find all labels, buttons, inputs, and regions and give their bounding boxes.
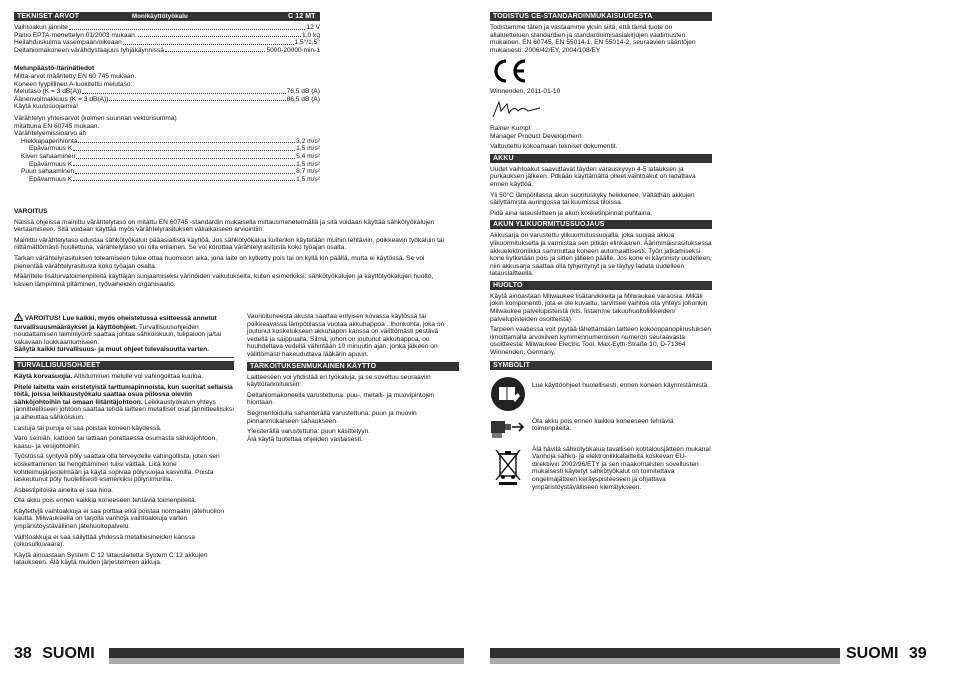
safety-para-text: Lastuja tai puruja ei saa poistaa koneen käydessä. xyxy=(14,424,162,432)
safety-bold-1: VAROITUS! Lue kaikki, myös oheistetussa esitteessä annetut turvallisuusmääräykset ja käyttöohjeet. xyxy=(14,315,217,331)
dot-leader xyxy=(165,51,266,52)
safety-para-text: Ota akku pois ennen kaikkia koneeseen tehtäviä toimenpiteitä. xyxy=(14,497,197,505)
symbol-row-2 xyxy=(490,446,712,492)
ce-header: TODISTUS CE-STANDARDINMUKAISUUDESTA xyxy=(490,12,712,21)
tech-spec-label: Heilahduskulma vasempaan/oikeaan xyxy=(14,39,122,47)
safety-warning-box xyxy=(14,313,234,358)
service-header: HUOLTO xyxy=(490,281,712,290)
use-para-0: Laitteeseen voi yhdistää eri työkaluja, ja se soveltuu seuraaviin käyttötarkoituksiin: xyxy=(247,373,431,389)
left-footer-gray xyxy=(109,658,464,664)
right-page-number xyxy=(846,645,927,663)
safety-para-text: Käytä ainoastaan System C 12 latauslaitetta System C 12 akkujen lataukseen. Älä käytä muiden järjestelmien akkuja. xyxy=(14,551,208,567)
safety-para xyxy=(14,384,234,422)
vibration-row xyxy=(14,138,320,146)
safety-para-text: Varo seiniän, kattoon tai lattiaan porattaessa osumasta sähköjohtoon, kaasu- ja vesijohtoihin. xyxy=(14,435,217,450)
remove-battery-icon xyxy=(490,418,526,440)
dot-leader xyxy=(73,180,295,181)
ce-text: Todistamme täten ja vastaamme yksin siitä, että tämä tuote on allaluetteluen standardien ja standardoimisasiakirjojen vaatimusten mukainen. EN 60745, EN 55014-1, EN 55014-2, seuraavien sääntöjen mukaisesti: 2006/42/EY, 2004/108/EY xyxy=(490,24,696,54)
noise-line-1: Koneen tyypillinen A-luokitettu melutaso: xyxy=(14,80,133,88)
vibration-label: Puun sahaaminen xyxy=(21,168,75,176)
noise-label: Äänenvoimakkuus (K = 3 dB(A)) xyxy=(14,95,109,103)
vibration-label: Kiven sahaaminen xyxy=(21,152,76,160)
safety-para-text: Leikkaustyökalun yhteys jännitteelliseen johtoon saattaa tehdä laitteen metalliset osat jännitteellisiksi ja aiheuttaa sähköiskun. xyxy=(14,398,234,421)
vibration-label: Epävarmuus K xyxy=(29,175,73,183)
tech-specs xyxy=(14,24,320,183)
tech-spec-value: 5000-20000 min-1 xyxy=(266,46,320,54)
dot-leader xyxy=(78,142,295,143)
vibration-value: 8,7 m/s² xyxy=(296,168,320,176)
warning-triangle-icon xyxy=(14,313,23,324)
right-footer-gray xyxy=(490,658,840,664)
vibration-label: Hiekkapaperihionta xyxy=(21,137,78,145)
intended-use-header: TARKOITUKSENMUKAINEN KÄYTTÖ xyxy=(247,362,459,371)
noise-row xyxy=(14,88,320,96)
vib-line-1: mitattuna EN 60745 mukaan. xyxy=(14,122,100,130)
akku-header: AKKU xyxy=(490,154,712,163)
warning-title: VAROITUS xyxy=(14,208,48,215)
warning-para-1: Mainittu värähtelytaso edustaa sähkötyökalun pääasiallista käyttöä. Jos sähkötyökalua kuitenkin käytetään muihin tehtäviin, poikkeavin työkaluin tai riittämättömästi huollettuna, värähtelytaso voi olla erilainen. Se voi korottaa värähtelyrasitusta koko työajan osalta. xyxy=(14,236,444,252)
vibration-row xyxy=(14,161,320,169)
right-page-language: SUOMI xyxy=(846,645,899,662)
safety-column xyxy=(14,313,234,570)
safety-para xyxy=(14,534,234,549)
tech-specs-title: TEKNISET ARVOT xyxy=(17,13,80,20)
use-para-2: Segmentoidulla sahanterällä varustettuna: puun ja muovin pinnanmukaiseen sahaukseen. xyxy=(247,409,417,425)
safety-para xyxy=(14,552,234,567)
safety-para xyxy=(14,425,234,433)
vibration-value: 1,5 m/s² xyxy=(296,160,320,168)
ce-mark-icon xyxy=(490,58,712,86)
dot-leader xyxy=(82,93,285,94)
safety-para-text: Vaihtoakkuja ei saa säilyttää yhdessä metalliesineiden kanssa (oikosulkuvaara). xyxy=(14,533,195,549)
middle-column xyxy=(247,313,459,446)
tech-spec-row xyxy=(14,47,320,55)
safety-para-text: Käytettyjä vaihtoakkuja ei saa polttaa eikä poistaa normaalin jätehuollon kautta. Milwaukeella on tarjolla vanhoja vaihtoakkuja varten ympäristöystävällinen jätehuoltopalvelu. xyxy=(14,507,225,531)
signer-name: Rainer Kumpf xyxy=(490,124,531,132)
ear-protection-note: Käytä kuulosuojaimia! xyxy=(14,103,79,111)
safety-para-bold: Pitele laitetta vain eristetyistä tarttumapinnoista, kun suoritat sellaisia töitä, joissa leikkaustyökalu saattaa osua piilossa oleviin sähköjohtoihin tai omaan liitäntäjohtoon. xyxy=(14,383,233,406)
warning-para-3: Määrittele lisäturvatoimenpiteitä käyttäjän suojaamiseksi värinöiden vaikutukselta, kuten esimerkiksi: sähkötyökalujen ja käyttötyökalujen huolto, käsien lämpiminä pitäminen, työvaiheiden organisaatio. xyxy=(14,273,434,288)
vibration-value: 3,2 m/s² xyxy=(296,137,320,145)
signer-authorization: Valtuutettu kokoamaan tekniset dokumentit. xyxy=(490,143,618,151)
service-para-1: Tarpeen vaatiessa voit pyytää lähettämään laitteen kokoonpanopiirustuksen ilmoittamalla arvokilven kymmennumeroisen numeron seuraavasta osoitteesta: Milwaukee Electric Tool, Max-Eyth-Straße 10, D-71364 Winnenden, Germany. xyxy=(490,326,712,357)
safety-para xyxy=(14,453,234,483)
warning-para-2: Tarkan värähtelyrasituksen toteamiseen tulee ottaa huomioon aika, jona laite on kytketty pois tai on kyllä kin päällä, mutta ei käytössä. Se voi pienentää värähtelyrasitusta koko työajan osalta. xyxy=(14,254,425,270)
safety-para xyxy=(14,487,234,495)
tech-spec-label: Deltahiomakoneen värähdystaajuus tyhjäkäynnissä xyxy=(14,46,164,54)
akku-para-1: Yli 50°C lämpötilassa akun suorituskyky heikkenee. Vältäthän akkujen säilyttämistä auringossa tai kuumissa tiloissa. xyxy=(490,191,695,207)
service-para-0: Käytä ainoastaan Milwaukee lisätarvikkeita ja Milwaukee varaosia. Mikäli jokin komponentti, jota ei ole kuvailtu, tarvitsee vaihtoa ota yhteys johonkin Milwaukee palvelupisteistä (kts. listamme takuuhuoltoliikkeiden/ palvelupisteiden osoitteista) xyxy=(490,292,708,323)
vibration-label: Epävarmuus K xyxy=(29,160,73,168)
symbol-text-1: Ota akku pois ennen kaikkia koneeseen tehtäviä toimenpiteitä. xyxy=(532,417,674,433)
signer-title: Manager Product Development xyxy=(490,132,582,140)
safety-para-text: Asbestipitoisia aineita ei saa hioa. xyxy=(14,486,113,494)
vibration-value: 1,5 m/s² xyxy=(296,145,320,153)
overload-header: AKUN YLIKUORMITUSSUOJAUS xyxy=(490,220,712,229)
tech-spec-row xyxy=(14,39,320,47)
safety-para xyxy=(14,497,234,505)
tech-spec-value: 1,0 kg xyxy=(302,31,320,39)
dot-leader xyxy=(75,173,295,174)
tech-spec-label: Vaihtoakun jännite xyxy=(14,24,68,31)
tech-spec-row xyxy=(14,24,320,32)
vibration-label: Epävarmuus K xyxy=(29,145,73,153)
symbol-text-0: Lue käyttöohjeet huolellisesti, ennen koneen käynnistämistä. xyxy=(532,381,710,389)
dot-leader xyxy=(69,29,306,30)
noise-value: 86,5 dB (A) xyxy=(286,95,320,103)
noise-value: 76,5 dB (A) xyxy=(286,88,320,96)
tech-spec-value: 12 V xyxy=(306,24,320,31)
safety-para-text: Altistuminen melulle voi vahingoittaa kuuloa. xyxy=(72,372,204,380)
safety-para xyxy=(14,373,234,381)
safety-header: TURVALLISUUSOHJEET xyxy=(14,361,234,370)
left-page-language: SUOMI xyxy=(42,645,95,662)
tech-spec-value: 1,5°/1,5° xyxy=(294,39,320,47)
right-column xyxy=(490,12,712,497)
symbol-row-0 xyxy=(490,376,712,412)
signature-icon xyxy=(490,99,712,123)
safety-bold-2: Säilytä kaikki turvallisuus- ja muut ohjeet tulevaisuutta varten. xyxy=(14,346,209,354)
tech-spec-row xyxy=(14,32,320,40)
akku-para-0: Uudet vaihtoakut saavuttavat täyden varauskyvyn 4-5 latauksen ja purkauksen jälkeen. Pitkään käyttämättä olleet vaihtoakut on ladattava ennen käyttöä. xyxy=(490,165,696,188)
symbol-row-1 xyxy=(490,418,712,440)
vibration-row xyxy=(14,176,320,184)
model-name: C 12 MT xyxy=(288,13,316,20)
left-page-number-value: 38 xyxy=(14,645,32,662)
product-type: Monikäyttötyökalu xyxy=(131,13,188,20)
noise-title: Melunpäästö-/tärinätiedot xyxy=(14,65,95,73)
read-manual-icon xyxy=(490,376,526,412)
use-para-4: Älä käytä tuotettaa ohjeiden vastaisesti. xyxy=(247,435,363,443)
use-para-1: Deltahiomakoneella varustettuna: puu-, metalli- ja muovipintojen hiontaan. xyxy=(247,391,435,407)
warning-para-0: Näissä ohjeissa mainittu värähtelytaso on mitattu EN 60745 -standardin mukaisella mittausmenetelmällä ja sitä voidaan käyttää sähkötyökalujen vertaamiseen. Sitä voidaan käyttää myös värähtelyrasituksen väliaikaiseen arviointiin. xyxy=(14,218,435,234)
right-page-number-value: 39 xyxy=(908,645,927,662)
safety-para-text: Työstössä syntyvä pöly saattaa olla terveydelle vahingollista, joten sen koskettaminen tai hengittäminen tulisi välttää. Liitä kone kohdeimujärjestelmään ja käytä sopivaa pölysuojaa kasvoilla. Poista laskeutunut pöly huolellisesti esimerkiksi pölynimurilla. xyxy=(14,453,220,484)
vibration-warning xyxy=(14,208,454,291)
overload-text: Akkusarja on varustettu ylikuormitussuojalla, joka suojaa akkua ylikuormitukselta ja varmistaa sen pitkän elinkaaren. Äärimmäisrasituksessa akkuelektroniikka sammuttaa koneen automaattisesti. Työn jatkamiseksi kone kytketään pois ja sitten jälleen päälle. Jos kone ei käynnisty uudelleen, niin akkusarja saattaa olla tyhjentynyt ja se täytyy ladata uudelleen latauslaitteella. xyxy=(490,232,712,278)
dot-leader xyxy=(138,36,301,37)
safety-normal: Turvallisuusohjeiden noudattamisen laiminlyönti saattaa johtaa sähköiskuun, tulipaloon ja/tai vakavaan loukkaantumiseen. xyxy=(14,323,222,346)
symbols-header: SYMBOLIT xyxy=(490,361,712,370)
left-page-number xyxy=(14,645,95,663)
model-header xyxy=(230,12,320,21)
safety-para-bold: Käytä korvasuojia. xyxy=(14,372,73,380)
symbol-text-2: Älä hävitä sähkötyökalua tavallisen kotitalousjätteen mukana! Vanhoja sähkö- ja elektroniikkalaitteita koskevan EU-direktiivin 2002/96/ETY ja sen maakohtaisten sovellusten mukaisesti käytetyt sähkötyökalut on toimitettava ongelmajätteen keräyspisteeseen ja ohjattava ympäristöystävälliseen kierrätykseen. xyxy=(532,445,711,491)
vibration-value: 5,4 m/s² xyxy=(296,152,320,160)
dot-leader xyxy=(76,158,295,159)
vibration-value: 1,5 m/s² xyxy=(296,175,320,183)
tech-spec-label: Paino EPTA-menettelyn 01/2003 mukaan. xyxy=(14,31,137,39)
place-date: Winnenden, 2011-01-10 xyxy=(490,88,561,96)
vib-line-2: Värähtelyemissioarvo ah xyxy=(14,130,87,138)
dot-leader xyxy=(123,44,294,45)
dot-leader xyxy=(109,100,285,101)
noise-row xyxy=(14,96,320,104)
use-para-3: Yleisterällä varustettuna: puun käsittelyyn. xyxy=(247,428,371,436)
safety-para xyxy=(14,508,234,531)
noise-line-0: Mitta-arvot määritetty EN 60 745 mukaan. xyxy=(14,72,137,80)
dot-leader xyxy=(73,150,295,151)
vib-line-0: Värähtelyn yhteisarvot (kolmen suunnan vektorisumma) xyxy=(14,114,177,122)
battery-acid-para: Vaurioituneesta akusta saattaa erityisen kovassa käytössä tai poikkeavassa lämpötilassa vuotaa akkuhappoa . Ihonkohta, joka on joutunut kosketukseen akkuhapon kanssa on välittömästi pestävä vedellä ja saippualla. Silmä, johon on joutunut akkuhappoa, on huuhdeltava vedellä vähintään 10 minuutin ajan, jonka jälkeen on välittömästi hakeuduttava lääkärin apuun. xyxy=(247,313,445,358)
safety-para xyxy=(14,435,234,450)
dot-leader xyxy=(73,165,295,166)
tech-specs-header xyxy=(14,12,230,21)
akku-para-2: Pidä aina latausliitteen ja akun kosketinpinnat puhtaina. xyxy=(490,209,653,217)
vibration-row xyxy=(14,168,320,176)
vibration-row xyxy=(14,153,320,161)
vibration-row xyxy=(14,145,320,153)
noise-label: Melutaso (K = 3 dB(A)) xyxy=(14,88,82,96)
crossed-bin-icon xyxy=(490,446,526,482)
